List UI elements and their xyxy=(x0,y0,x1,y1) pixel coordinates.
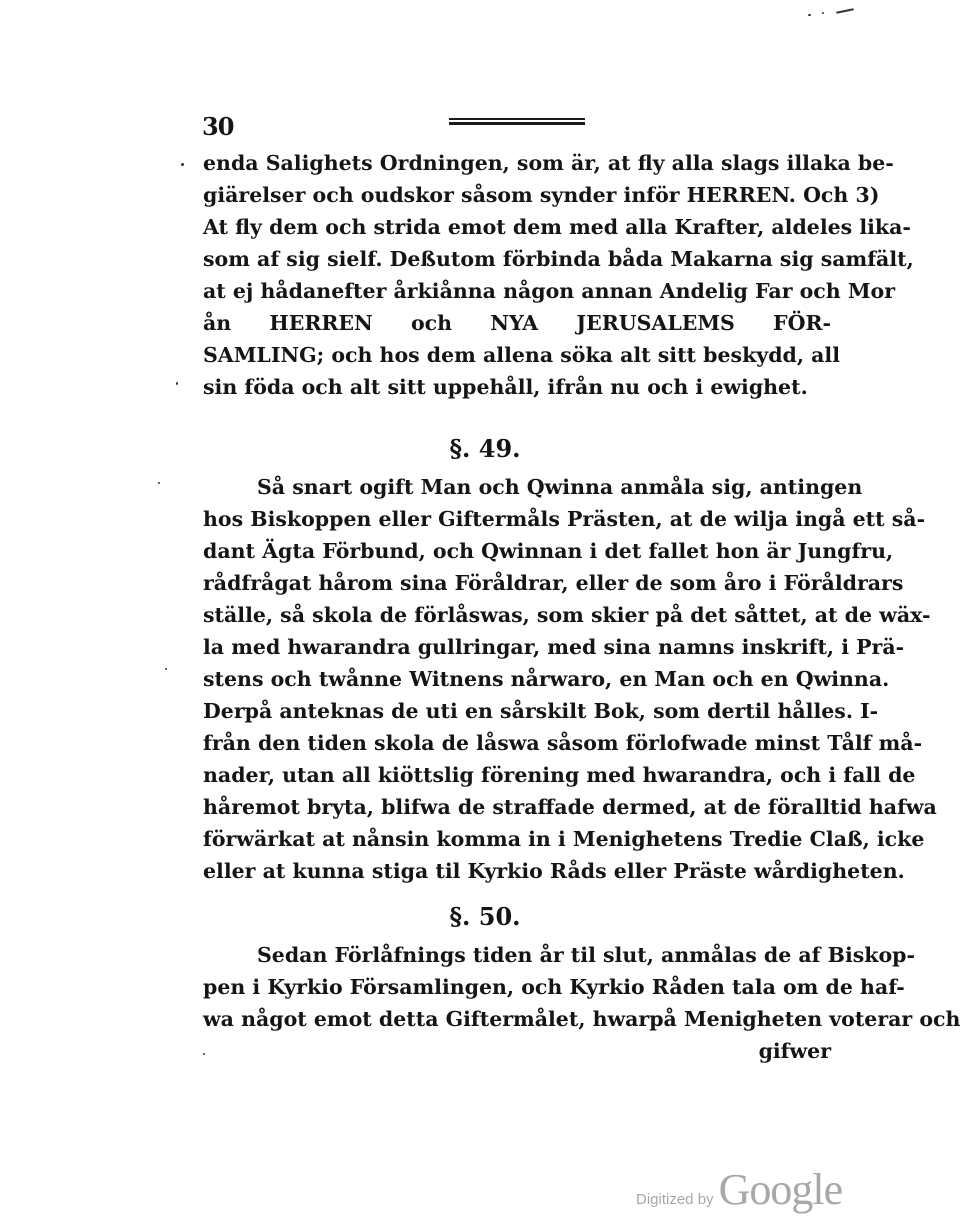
text-line: eller at kunna stiga til Kyrkio Råds eller Präste wårdigheten. xyxy=(203,859,905,883)
text-line: som af sig sielf. Deßutom förbinda båda Makarna sig samfält, xyxy=(203,247,914,271)
text-line: stens och twånne Witnens nårwaro, en Man och en Qwinna. xyxy=(203,667,890,691)
text-line: nader, utan all kiöttslig förening med hwarandra, och i fall de xyxy=(203,763,916,787)
scan-speck xyxy=(203,1053,205,1055)
text-line: giärelser och oudskor såsom synder inför HERREN. Och 3) xyxy=(203,183,880,207)
text-line: enda Salighets Ordningen, som är, at fly alla slags illaka be- xyxy=(203,151,894,175)
section-heading: §. 50. xyxy=(449,902,521,931)
rule-thin xyxy=(449,118,585,120)
text-line: Sedan Förlåfnings tiden år til slut, anmålas de af Biskop- xyxy=(257,943,916,967)
text-line: ån HERREN och NYA JERUSALEMS FÖR- xyxy=(203,311,831,335)
text-line: håremot bryta, blifwa de straffade dermed, at de föralltid hafwa xyxy=(203,795,937,819)
text-line: ställe, så skola de förlåswas, som skier på det såttet, at de wäx- xyxy=(203,603,931,627)
text-line: at ej hådanefter årkiånna någon annan Andelig Far och Mor xyxy=(203,279,895,303)
text-line: Så snart ogift Man och Qwinna anmåla sig, antingen xyxy=(257,475,863,499)
digitized-by-google-watermark xyxy=(636,1164,842,1215)
scan-speck xyxy=(822,12,824,14)
page-number: 30 xyxy=(202,112,234,141)
watermark-prefix: Digitized by xyxy=(636,1191,714,1208)
catchword: gifwer xyxy=(758,1039,831,1063)
rule-thick xyxy=(449,122,585,125)
text-line: från den tiden skola de låswa såsom förlofwade minst Tålf må- xyxy=(203,731,923,755)
header-ornament-rule xyxy=(449,118,585,126)
text-line: Derpå anteknas de uti en sårskilt Bok, som dertil hålles. I- xyxy=(203,699,879,723)
scan-speck xyxy=(158,482,160,484)
scan-speck xyxy=(808,14,811,16)
text-line: rådfrågat hårom sina Föråldrar, eller de som åro i Föråldrars xyxy=(203,571,904,595)
text-line: dant Ägta Förbund, och Qwinnan i det fallet hon är Jungfru, xyxy=(203,539,894,563)
scan-speck xyxy=(181,163,184,166)
text-line: sin föda och alt sitt uppehåll, ifrån nu och i ewighet. xyxy=(203,375,808,399)
section-heading: §. 49. xyxy=(449,434,521,463)
google-logo-text: Google xyxy=(718,1165,843,1214)
text-line: la med hwarandra gullringar, med sina namns inskrift, i Prä- xyxy=(203,635,905,659)
text-line: hos Biskoppen eller Giftermåls Prästen, at de wilja ingå ett så- xyxy=(203,507,926,531)
scan-speck xyxy=(836,8,854,14)
text-line: wa något emot detta Giftermålet, hwarpå Menigheten voterar och xyxy=(203,1007,961,1031)
text-line: pen i Kyrkio Församlingen, och Kyrkio Råden tala om de haf- xyxy=(203,975,905,999)
scan-speck xyxy=(176,382,178,385)
scan-speck xyxy=(165,668,167,670)
text-line: At fly dem och strida emot dem med alla Krafter, aldeles lika- xyxy=(203,215,911,239)
text-line: förwärkat at nånsin komma in i Menighetens Tredie Claß, icke xyxy=(203,827,925,851)
text-line: SAMLING; och hos dem allena söka alt sitt beskydd, all xyxy=(203,343,840,367)
